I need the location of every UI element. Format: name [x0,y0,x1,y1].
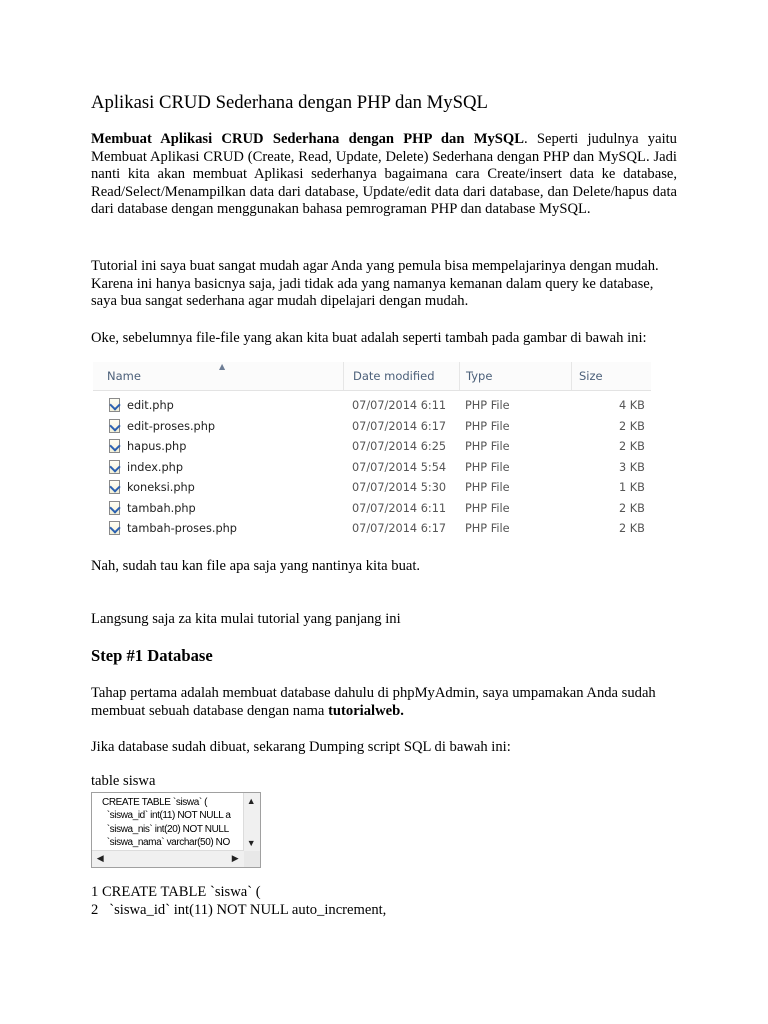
file-list-header [93,362,651,391]
scroll-down-arrow-icon[interactable]: ▼ [246,838,256,848]
file-size: 4 KB [619,399,645,412]
file-size: 2 KB [619,501,645,515]
column-date-modified[interactable]: Date modified [353,369,435,383]
paragraph-step1 [91,685,677,720]
file-row[interactable] [93,437,651,457]
horizontal-scrollbar[interactable] [92,850,244,867]
column-size[interactable]: Size [579,369,603,383]
intro-paragraph [91,131,677,219]
file-type: PHP File [465,522,510,535]
php-file-icon [109,419,120,433]
file-date: 07/07/2014 6:11 [352,399,447,412]
paragraph-dumping: Jika database sudah dibuat, sekarang Dumping script SQL di bawah ini: [91,739,511,755]
file-name: edit-proses.php [127,419,216,433]
scroll-up-arrow-icon[interactable]: ▲ [246,796,256,806]
scrollbar-corner [244,851,260,867]
line-text: `siswa_id` int(11) NOT NULL auto_increment, [101,901,387,918]
php-file-icon [109,501,120,515]
file-row[interactable] [93,396,651,416]
file-name: koneksi.php [127,481,195,494]
code-box-line: `siswa_nama` varchar(50) NO [102,836,230,848]
file-row[interactable] [93,478,651,498]
column-divider [343,362,344,390]
intro-bold-lead: Membuat Aplikasi CRUD Sederhana dengan PHP dan MySQL [91,131,524,147]
file-row[interactable] [93,458,651,478]
file-name: tambah.php [127,501,196,515]
paragraph-tutorial: Tutorial ini saya buat sangat mudah agar Anda yang pemula bisa mempelajarinya dengan mudah. Karena ini hanya basicnya saja, jadi tidak ada yang namanya kemanan dalam query ke database, saya bua sangat sederhana agar mudah dipelajari dengan mudah. [91,258,659,310]
file-date: 07/07/2014 6:17 [352,522,447,535]
file-row[interactable] [93,519,651,539]
file-type: PHP File [465,481,510,494]
file-date: 07/07/2014 6:17 [352,419,447,433]
step1-text: Tahap pertama adalah membuat database dahulu di phpMyAdmin, saya umpamakan Anda sudah membuat sebuah database dengan nama [91,685,656,719]
file-row[interactable] [93,417,651,437]
file-name: index.php [127,460,183,474]
code-box-line: `siswa_nis` int(20) NOT NULL [102,823,229,835]
file-date: 07/07/2014 6:25 [352,440,447,453]
php-file-icon [109,521,120,535]
code-box-line: CREATE TABLE `siswa` ( [102,797,208,808]
file-size: 3 KB [619,460,645,474]
file-row[interactable] [93,499,651,519]
column-divider [571,362,572,390]
php-file-icon [109,460,120,474]
paragraph-files-intro: Oke, sebelumnya file-file yang akan kita buat adalah seperti tambah pada gambar di bawah ini: [91,330,647,346]
line-number: 1 [91,884,99,900]
file-type: PHP File [465,501,510,515]
file-name: edit.php [127,399,174,412]
line-text: CREATE TABLE `siswa` ( [101,884,261,900]
file-size: 2 KB [619,440,645,453]
column-type[interactable]: Type [466,369,493,383]
scroll-right-arrow-icon[interactable]: ▶ [231,853,239,863]
line-number: 2 [91,901,99,918]
sql-code-scrollbox[interactable] [91,792,261,868]
php-file-icon [109,398,120,412]
php-file-icon [109,439,120,453]
column-divider [459,362,460,390]
scroll-left-arrow-icon[interactable]: ◀ [96,853,104,863]
code-line [91,884,677,902]
column-name[interactable]: Name [107,369,141,383]
section-heading-step1: Step #1 Database [91,646,213,665]
paragraph-files-summary: Nah, sudah tau kan file apa saja yang nantinya kita buat. [91,558,421,574]
paragraph-start: Langsung saja za kita mulai tutorial yang panjang ini [91,611,401,627]
code-listing [91,884,677,919]
vertical-scrollbar[interactable] [243,793,260,851]
database-name: tutorialweb. [328,702,404,719]
file-name: tambah-proses.php [127,522,237,535]
code-viewport [102,796,244,850]
file-type: PHP File [465,419,510,433]
file-date: 07/07/2014 6:11 [352,501,447,515]
file-name: hapus.php [127,440,187,453]
sort-ascending-icon: ▲ [219,362,226,371]
file-size: 2 KB [619,522,645,535]
php-file-icon [109,480,120,494]
file-date: 07/07/2014 5:54 [352,460,447,474]
file-type: PHP File [465,399,510,412]
table-label: table siswa [91,773,156,789]
file-type: PHP File [465,440,510,453]
page-title: Aplikasi CRUD Sederhana dengan PHP dan MySQL [91,92,488,113]
intro-text: . Seperti judulnya yaitu Membuat Aplikasi CRUD (Create, Read, Update, Delete) Sederhana dengan PHP dan MySQL. Jadi nanti kita akan membuat Aplikasi sederhanya bagaimana cara Create/insert data ke database, Read/Select/Menampilkan data dari database, Update/edit data dari database, dan Delete/hapus data dari database dengan menggunakan bahasa pemrograman PHP dan database MySQL. [91,131,677,218]
file-size: 1 KB [619,481,645,494]
code-box-line: `siswa_id` int(11) NOT NULL a [102,810,231,822]
file-size: 2 KB [619,419,645,433]
file-explorer-screenshot [93,362,651,539]
code-line [91,902,677,920]
file-date: 07/07/2014 5:30 [352,481,447,494]
file-type: PHP File [465,460,510,474]
